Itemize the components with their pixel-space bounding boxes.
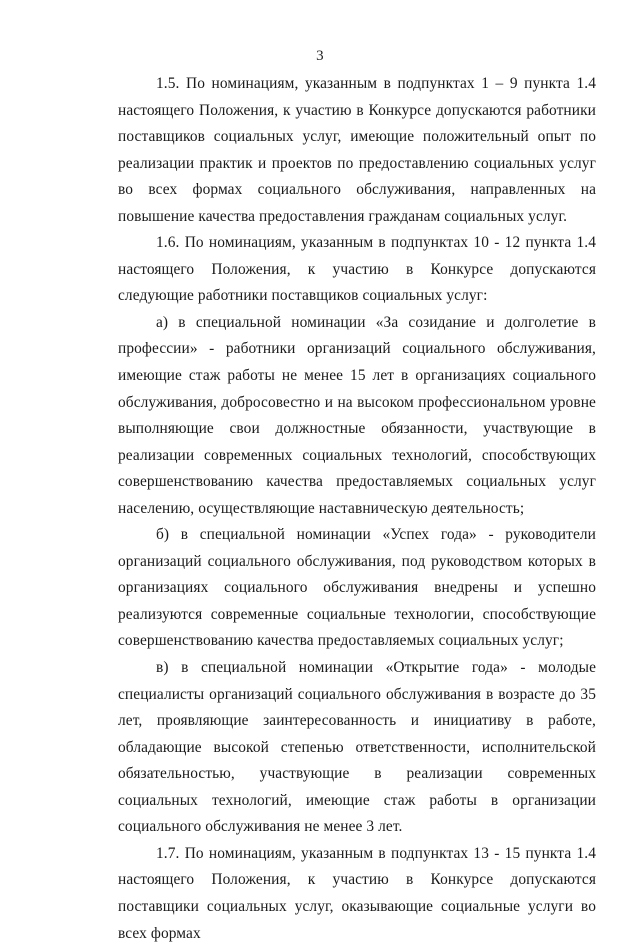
document-body <box>118 71 596 947</box>
paragraph-1-6: 1.6. По номинациям, указанным в подпунктах 10 - 12 пункта 1.4 настоящего Положения, к участию в Конкурсе допускаются следующие работники поставщиков социальных услуг: <box>118 234 596 305</box>
paragraph-1-6-a: а) в специальной номинации «За созидание и долголетие в профессии» - работники организаций социального обслуживания, имеющие стаж работы не менее 15 лет в организациях социального обслуживания, добросовестно и на высоком профессиональном уровне выполняющие свои должностные обязанности, участвующие в реализации современных социальных технологий, способствующих совершенствованию качества предоставляемых социальных услуг населению, осуществляющие наставническую деятельность; <box>118 313 596 517</box>
page-number: 3 <box>316 48 324 64</box>
paragraph-1-6-v: в) в специальной номинации «Открытие года» - молодые специалисты организаций социального обслуживания в возрасте до 35 лет, проявляющие заинтересованность и инициативу в работе, обладающие высокой степенью ответственности, исполнительской обязательностью, участвующие в реализации современных социальных технологий, имеющие стаж работы в организации социального обслуживания не менее 3 лет. <box>118 659 596 836</box>
paragraph-1-6-b: б) в специальной номинации «Успех года» - руководители организаций социального обслуживания, под руководством которых в организациях социального обслуживания внедрены и успешно реализуются современные социальные технологии, способствующие совершенствованию качества предоставляемых социальных услуг; <box>118 526 596 650</box>
paragraph-1-5: 1.5. По номинациям, указанным в подпунктах 1 – 9 пункта 1.4 настоящего Положения, к участию в Конкурсе допускаются работники поставщиков социальных услуг, имеющие положительный опыт по реализации практик и проектов по предоставлению социальных услуг во всех формах социального обслуживания, направленных на повышение качества предоставления гражданам социальных услуг. <box>118 75 596 225</box>
paragraph-1-7: 1.7. По номинациям, указанным в подпунктах 13 - 15 пункта 1.4 настоящего Положения, к участию в Конкурсе допускаются поставщики социальных услуг, оказывающие социальные услуги во всех формах <box>118 844 596 942</box>
